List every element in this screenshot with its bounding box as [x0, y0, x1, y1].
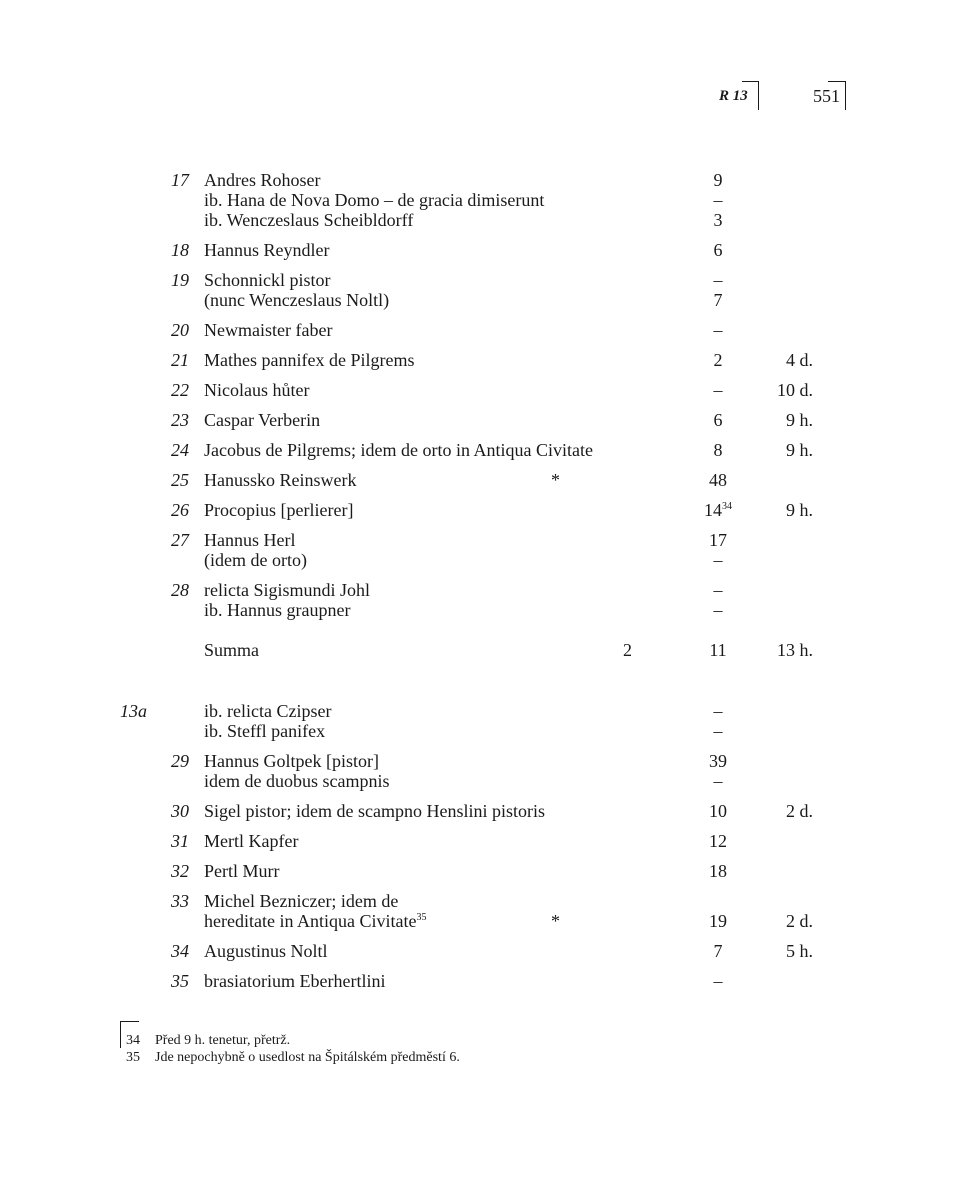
- amount-col-3: 13 h.: [777, 640, 813, 660]
- amount-col-2-value: 6: [713, 240, 723, 260]
- entry-name-text: relicta Sigismundi Johl: [204, 580, 370, 600]
- entry-name-text: Procopius [perlierer]: [204, 500, 354, 520]
- entry-name-text: Andres Rohoser: [204, 170, 321, 190]
- footnote-ref: 34: [722, 501, 732, 512]
- entry-number: 29: [171, 751, 189, 771]
- entry-number: 19: [171, 270, 189, 290]
- amount-col-2-value: –: [713, 320, 723, 340]
- entry-line: [0, 350, 960, 370]
- entry-number: 24: [171, 440, 189, 460]
- entry-line: [0, 530, 960, 550]
- amount-col-2: [690, 440, 746, 460]
- entry-line: [0, 891, 960, 911]
- entry-name: [204, 170, 320, 190]
- register-entry: [0, 170, 960, 230]
- entry-line: [0, 701, 960, 721]
- entry-name-text: Mertl Kapfer: [204, 831, 299, 851]
- footnote: [0, 1032, 960, 1049]
- asterisk-mark: *: [551, 470, 560, 490]
- entry-line: [0, 971, 960, 991]
- footnote-text: Před 9 h. tenetur, přetrž.: [155, 1033, 291, 1048]
- entry-name: [204, 701, 331, 721]
- entry-name: [204, 270, 331, 290]
- entry-name: [204, 410, 320, 430]
- amount-col-2: [690, 941, 746, 961]
- footnote-ref: 35: [416, 912, 427, 923]
- amount-col-2: [690, 580, 746, 600]
- entry-name: [204, 530, 295, 550]
- register-entry: [0, 350, 960, 370]
- entry-number: 17: [171, 170, 189, 190]
- amount-col-2-value: –: [713, 580, 723, 600]
- amount-col-3: 10 d.: [777, 380, 813, 400]
- entry-name-text: Jacobus de Pilgrems; idem de orto in Antiqua Civitate: [204, 440, 593, 460]
- amount-col-2: [690, 831, 746, 851]
- entry-name-text: Summa: [204, 640, 260, 660]
- amount-col-2: [690, 861, 746, 881]
- register-entry: [0, 891, 960, 931]
- amount-col-3: 2 d.: [786, 801, 813, 821]
- register-entry: [0, 240, 960, 260]
- entry-name: [204, 470, 356, 490]
- register-entry: [0, 380, 960, 400]
- amount-col-2: [690, 701, 746, 721]
- entry-name: [204, 751, 379, 771]
- entry-line: [0, 240, 960, 260]
- entry-line: [0, 771, 960, 791]
- amount-col-2: [690, 320, 746, 340]
- entry-line: [0, 170, 960, 190]
- entry-line: [0, 721, 960, 741]
- amount-col-2: [690, 911, 746, 931]
- amount-col-3: 5 h.: [786, 941, 813, 961]
- entry-name-text: brasiatorium Eberhertlini: [204, 971, 386, 991]
- amount-col-2-value: –: [713, 190, 723, 210]
- entry-line: [0, 640, 960, 660]
- entry-name-text: Hannus Reyndler: [204, 240, 330, 260]
- entry-name-text: Pertl Murr: [204, 861, 280, 881]
- entry-number: 32: [171, 861, 189, 881]
- entry-number: 30: [171, 801, 189, 821]
- register-entry: [0, 500, 960, 520]
- entry-name-text: Newmaister faber: [204, 320, 333, 340]
- register-entry: [0, 530, 960, 570]
- amount-col-2: [690, 380, 746, 400]
- amount-col-2-value: 14: [704, 500, 722, 520]
- entry-line: [0, 410, 960, 430]
- entry-name: [204, 640, 259, 660]
- amount-col-2: [690, 410, 746, 430]
- amount-col-2-value: 9: [713, 170, 723, 190]
- entry-number: 18: [171, 240, 189, 260]
- amount-col-2: [690, 270, 746, 290]
- entry-name-text: Sigel pistor; idem de scampno Henslini pistoris: [204, 801, 545, 821]
- entry-number: 21: [171, 350, 189, 370]
- amount-col-2: [690, 240, 746, 260]
- entry-name: [204, 210, 413, 230]
- amount-col-2: [690, 500, 746, 520]
- entry-number: 25: [171, 470, 189, 490]
- entry-line: [0, 831, 960, 851]
- entry-name: [204, 190, 544, 210]
- entry-line: [0, 550, 960, 570]
- entry-name: [204, 891, 398, 911]
- entry-line: [0, 580, 960, 600]
- amount-col-2-value: 10: [709, 801, 727, 821]
- amount-col-2: [690, 600, 746, 620]
- entry-line: [0, 470, 960, 490]
- entry-name: [204, 861, 280, 881]
- register-entry: [0, 470, 960, 490]
- entry-number: 33: [171, 891, 189, 911]
- register-entry: [0, 580, 960, 620]
- amount-col-2: [690, 640, 746, 660]
- section-reference: R 13: [719, 88, 748, 104]
- amount-col-3: 4 d.: [786, 350, 813, 370]
- entry-name-text: idem de duobus scampnis: [204, 771, 390, 791]
- entry-number: 34: [171, 941, 189, 961]
- entry-name: [204, 500, 353, 520]
- amount-col-2-value: –: [713, 380, 723, 400]
- entry-name: [204, 550, 307, 570]
- entry-name-text: ib. relicta Czipser: [204, 701, 332, 721]
- register-entry: [0, 831, 960, 851]
- entry-name-text: Hanussko Reinswerk: [204, 470, 357, 490]
- entry-number: 28: [171, 580, 189, 600]
- entry-number: 27: [171, 530, 189, 550]
- register-entries: [0, 170, 960, 991]
- amount-col-2: [690, 530, 746, 550]
- amount-col-1: 2: [623, 640, 632, 660]
- footnotes: [0, 1032, 960, 1066]
- amount-col-2-value: 19: [709, 911, 727, 931]
- entry-name-text: (idem de orto): [204, 550, 307, 570]
- amount-col-2-value: –: [713, 270, 723, 290]
- entry-name-text: (nunc Wenczeslaus Noltl): [204, 290, 390, 310]
- entry-name-text: ib. Wenczeslaus Scheibldorff: [204, 210, 414, 230]
- amount-col-2-value: –: [713, 701, 723, 721]
- register-entry: [0, 701, 960, 741]
- amount-col-2-value: 7: [713, 290, 723, 310]
- footnote-text: Jde nepochybně o usedlost na Špitálském předměstí 6.: [155, 1050, 460, 1065]
- entry-line: [0, 270, 960, 290]
- amount-col-2-value: 12: [709, 831, 727, 851]
- amount-col-2: [690, 350, 746, 370]
- amount-col-3: 9 h.: [786, 500, 813, 520]
- amount-col-2: [690, 550, 746, 570]
- amount-col-2-value: 6: [713, 410, 723, 430]
- register-entry: [0, 801, 960, 821]
- entry-line: [0, 440, 960, 460]
- entry-number: 20: [171, 320, 189, 340]
- amount-col-2-value: –: [713, 600, 723, 620]
- amount-col-3: 9 h.: [786, 410, 813, 430]
- amount-col-2-value: –: [713, 550, 723, 570]
- amount-col-2: [690, 190, 746, 210]
- entry-name-text: Augustinus Noltl: [204, 941, 328, 961]
- amount-col-2: [690, 801, 746, 821]
- entry-name-text: Mathes pannifex de Pilgrems: [204, 350, 415, 370]
- amount-col-3: 2 d.: [786, 911, 813, 931]
- footnote-number: 35: [126, 1050, 140, 1065]
- entry-number: 22: [171, 380, 189, 400]
- entry-name: [204, 240, 329, 260]
- entry-name-text: Hannus Goltpek [pistor]: [204, 751, 379, 771]
- entry-name: [204, 831, 298, 851]
- entry-name-text: Schonnickl pistor: [204, 270, 331, 290]
- page-number: 551: [813, 86, 840, 106]
- entry-name: [204, 911, 426, 931]
- amount-col-2: [690, 170, 746, 190]
- entry-name-text: ib. Hannus graupner: [204, 600, 351, 620]
- amount-col-2: [690, 771, 746, 791]
- section-reference-rule: [742, 81, 759, 110]
- entry-line: [0, 751, 960, 771]
- amount-col-2-value: 3: [713, 210, 723, 230]
- register-entry: [0, 410, 960, 430]
- amount-col-2-value: –: [713, 771, 723, 791]
- footnote: [0, 1049, 960, 1066]
- entry-line: [0, 600, 960, 620]
- entry-name: [204, 380, 309, 400]
- register-entry: [0, 941, 960, 961]
- entry-line: [0, 320, 960, 340]
- entry-name: [204, 290, 389, 310]
- entry-name: [204, 600, 350, 620]
- page-number-rule: [828, 81, 846, 110]
- amount-col-2-value: 11: [709, 640, 727, 660]
- entry-name: [204, 721, 325, 741]
- register-entry: [0, 971, 960, 991]
- entry-name-text: ib. Hana de Nova Domo – de gracia dimiserunt: [204, 190, 545, 210]
- section-label: 13a: [120, 701, 147, 721]
- entry-line: [0, 911, 960, 931]
- amount-col-2-value: 39: [709, 751, 727, 771]
- amount-col-2: [690, 971, 746, 991]
- entry-name: [204, 350, 414, 370]
- register-entry: [0, 320, 960, 340]
- entry-line: [0, 190, 960, 210]
- amount-col-2-value: 48: [709, 470, 727, 490]
- amount-col-2-value: 2: [713, 350, 723, 370]
- entry-line: [0, 290, 960, 310]
- footnote-number: 34: [126, 1033, 140, 1048]
- amount-col-3: 9 h.: [786, 440, 813, 460]
- amount-col-2: [690, 290, 746, 310]
- amount-col-2-value: 7: [713, 941, 723, 961]
- entry-number: 23: [171, 410, 189, 430]
- entry-number: 26: [171, 500, 189, 520]
- amount-col-2-value: –: [713, 971, 723, 991]
- amount-col-2-value: –: [713, 721, 723, 741]
- register-entry: [0, 270, 960, 310]
- entry-name: [204, 941, 328, 961]
- amount-col-2-value: 8: [713, 440, 723, 460]
- entry-name: [204, 971, 385, 991]
- entry-number: 31: [171, 831, 189, 851]
- entry-name-text: hereditate in Antiqua Civitate: [204, 911, 417, 931]
- entry-name-text: Hannus Herl: [204, 530, 296, 550]
- amount-col-2-value: 17: [709, 530, 727, 550]
- amount-col-2-value: 18: [709, 861, 727, 881]
- register-entry: [0, 440, 960, 460]
- entry-name-text: Caspar Verberin: [204, 410, 321, 430]
- entry-name: [204, 440, 593, 460]
- register-entry: [0, 640, 960, 660]
- register-entry: [0, 861, 960, 881]
- amount-col-2: [690, 721, 746, 741]
- register-entry: [0, 751, 960, 791]
- entry-line: [0, 380, 960, 400]
- entry-line: [0, 861, 960, 881]
- asterisk-mark: *: [551, 911, 560, 931]
- entry-name: [204, 801, 545, 821]
- entry-name-text: Michel Bezniczer; idem de: [204, 891, 399, 911]
- entry-name: [204, 580, 370, 600]
- entry-name: [204, 771, 389, 791]
- entry-name-text: ib. Steffl panifex: [204, 721, 326, 741]
- amount-col-2: [690, 751, 746, 771]
- entry-number: 35: [171, 971, 189, 991]
- amount-col-2: [690, 210, 746, 230]
- amount-col-2: [690, 470, 746, 490]
- entry-line: [0, 210, 960, 230]
- entry-line: [0, 941, 960, 961]
- entry-line: [0, 801, 960, 821]
- entry-name: [204, 320, 332, 340]
- entry-line: [0, 500, 960, 520]
- entry-name-text: Nicolaus hůter: [204, 380, 310, 400]
